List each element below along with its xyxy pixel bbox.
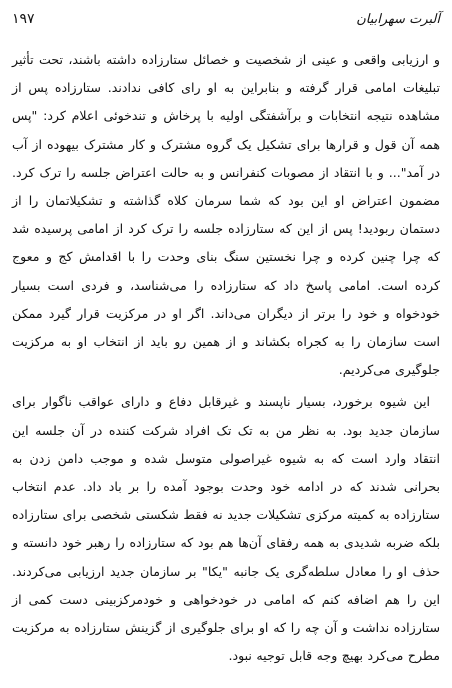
- body-text: [12, 46, 440, 670]
- paragraph-2: این شیوه برخورد، بسیار ناپسند و غیرقابل دفاع و دارای عواقب ناگوار برای سازمان جدید بود. به نظر من به تک تک افراد شرکت کننده در آن جلسه این انتقاد وارد است که به شیوه غیراصولی متوسل شده و موجب دامن زدن به بحرانی شدند که در ادامه خود وحدت بوجود آمده را بر باد داد. عدم انتخاب ستارزاده به کمیته مرکزی تشکیلات جدید نه فقط شکستی شخصی برای ستارزاده بلکه ضربه شدیدی به همه رفقای آن‌ها هم بود که ستارزاده را رهبر خود دانسته و حذف او را معادل سلطه‌گری یک جانبه "یکا" بر سازمان جدید ارزیابی می‌کردند. این را هم اضافه کنم که امامی در خودخواهی و خودمرکزبینی دست کمی از ستارزاده نداشت و آن چه را که او برای جلوگیری از گزینش ستارزاده به مرکزیت مطرح می‌کرد بهیچ وجه قابل توجیه نبود.: [12, 394, 440, 664]
- page-number: ۱۹۷: [12, 11, 35, 27]
- header-author: آلبرت سهرابیان: [356, 11, 440, 27]
- running-header: [12, 8, 440, 30]
- paragraph-1: و ارزیابی واقعی و عینی از شخصیت و خصائل ستارزاده داشته باشند، تحت تأثیر تبلیغات امامی قرار گرفته و بنابراین به او رای کافی ندادند. ستارزاده پس از مشاهده نتیجه انتخابات و برآشفتگی اولیه با پرخاش و تندخوئی اعلام کرد: "پس همه آن قول و قرارها برای تشکیل یک گروه مشترک و کار مشترک بیهوده از آب در آمد"... و با انتقاد از مصوبات کنفرانس و به حالت اعتراض جلسه را ترک کرد. مضمون اعتراض او این بود که شما سرمان کلاه گذاشته و تشکیلاتمان را از دستمان ربودید! پس از این که ستارزاده جلسه را ترک کرد از امامی پرسیده شد که چرا چنین کرده و چرا نخستین سنگ بنای وحدت را با اقدامش کج و معوج کرده است. امامی پاسخ داد که ستارزاده را می‌شناسد، و فردی است بسیار خودخواه و خود را برتر از دیگران می‌داند. اگر او در مرکزیت قرار گیرد ممکن است سازمان را به کجراه بکشاند و از همین رو باید از انتخاب او به مرکزیت جلوگیری می‌کردیم.: [12, 52, 440, 378]
